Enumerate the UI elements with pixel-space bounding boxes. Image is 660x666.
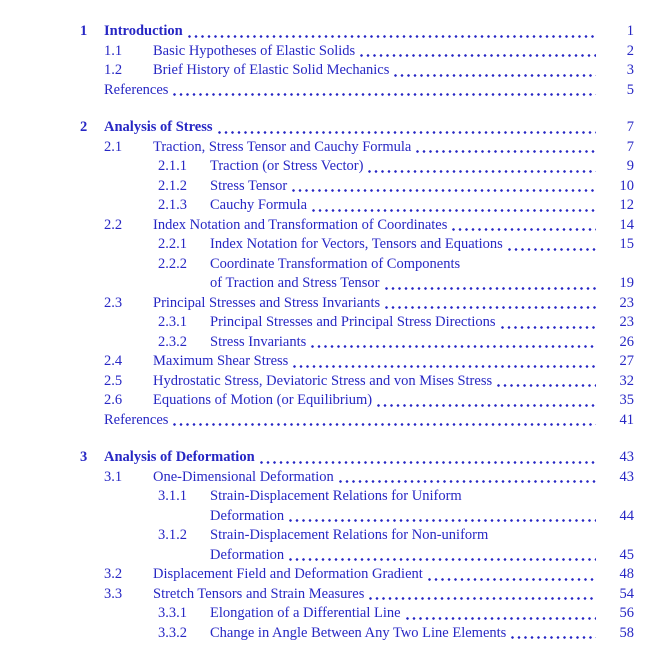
entry-page: 1: [626, 23, 634, 39]
entry-title: Stress Invariants: [210, 333, 307, 350]
dot-leader: [416, 150, 596, 153]
dot-leader: [511, 636, 596, 639]
entry-title: Traction, Stress Tensor and Cauchy Formula: [153, 138, 412, 155]
entry-page: 41: [619, 411, 634, 428]
entry-number: 2.5: [104, 372, 123, 389]
dot-leader: [260, 461, 596, 464]
dot-leader: [385, 287, 597, 290]
entry-number: 2.2.1: [158, 236, 187, 252]
entry-number: 3.1: [104, 468, 123, 485]
dot-leader: [360, 54, 596, 57]
toc-chapter-entry[interactable]: [0, 22, 634, 42]
dot-leader: [501, 326, 596, 329]
dot-leader: [173, 423, 596, 426]
toc-entry[interactable]: [0, 81, 634, 101]
entry-number: 3.1.1: [158, 488, 187, 504]
entry-title: References: [104, 411, 169, 428]
entry-number: 2.1.2: [158, 177, 187, 194]
entry-title: Maximum Shear Stress: [153, 353, 289, 369]
entry-title: Elongation of a Differential Line: [210, 605, 401, 621]
entry-page: 10: [619, 177, 634, 194]
entry-title: References: [104, 81, 169, 98]
dot-leader: [311, 345, 596, 348]
entry-page: 35: [619, 392, 634, 408]
entry-page: 44: [619, 507, 634, 524]
entry-number: 3.3.1: [158, 605, 187, 621]
dot-leader: [339, 480, 596, 483]
toc-entry[interactable]: [0, 352, 634, 372]
entry-title: Deformation: [210, 546, 285, 563]
toc-entry[interactable]: [0, 585, 634, 605]
entry-number: 3: [80, 449, 88, 465]
dot-leader: [406, 617, 596, 620]
dot-leader: [508, 248, 596, 251]
toc-chapter-entry[interactable]: [0, 118, 634, 138]
dot-leader: [368, 170, 596, 173]
entry-page: 32: [619, 372, 634, 389]
toc-entry-continuation[interactable]: [0, 546, 634, 566]
toc-entry[interactable]: [0, 411, 634, 431]
dot-leader: [428, 578, 596, 581]
entry-number: 2.1.3: [158, 197, 187, 213]
toc-entry[interactable]: [0, 565, 634, 585]
toc-entry-continuation[interactable]: [0, 507, 634, 527]
entry-page: 2: [626, 42, 634, 59]
toc-entry[interactable]: [0, 604, 634, 624]
entry-number: 2.3: [104, 294, 123, 311]
entry-page: 23: [619, 314, 634, 330]
toc-entry[interactable]: [0, 42, 634, 62]
entry-title: Index Notation and Transformation of Coordinates: [153, 216, 448, 233]
toc-entry[interactable]: [0, 391, 634, 411]
entry-title: One-Dimensional Deformation: [153, 468, 334, 485]
toc-chapter-entry[interactable]: [0, 448, 634, 468]
entry-page: 23: [619, 294, 634, 311]
entry-title: Hydrostatic Stress, Deviatoric Stress and von Mises Stress: [153, 372, 493, 389]
dot-leader: [289, 519, 596, 522]
chapter-block: [0, 22, 634, 100]
entry-title: of Traction and Stress Tensor: [210, 275, 380, 291]
entry-number: 3.1.2: [158, 527, 187, 543]
entry-number: 2.1: [104, 138, 123, 155]
entry-title: Coordinate Transformation of Components: [210, 255, 461, 272]
chapter-block: [0, 448, 634, 643]
entry-page: 43: [619, 468, 634, 485]
toc-entry[interactable]: [0, 313, 634, 333]
toc-entry[interactable]: [0, 294, 634, 314]
entry-title: Displacement Field and Deformation Gradient: [153, 566, 423, 582]
entry-page: 54: [619, 585, 634, 602]
toc-entry[interactable]: [0, 177, 634, 197]
entry-number: 2.3.2: [158, 333, 187, 350]
entry-page: 45: [619, 546, 634, 563]
entry-page: 58: [619, 624, 634, 641]
entry-page: 14: [619, 216, 634, 233]
entry-title: Stretch Tensors and Strain Measures: [153, 585, 365, 602]
dot-leader: [312, 209, 596, 212]
entry-page: 43: [619, 449, 634, 465]
entry-number: 2.4: [104, 353, 123, 369]
entry-page: 9: [626, 158, 634, 174]
dot-leader: [292, 189, 596, 192]
entry-title: Change in Angle Between Any Two Line Elements: [210, 624, 507, 641]
dot-leader: [173, 93, 596, 96]
dot-leader: [188, 35, 596, 38]
toc-entry[interactable]: [0, 333, 634, 353]
entry-title: Principal Stresses and Stress Invariants: [153, 294, 381, 311]
dot-leader: [385, 306, 596, 309]
entry-title: Analysis of Stress: [104, 119, 213, 135]
entry-title: Index Notation for Vectors, Tensors and Equations: [210, 236, 503, 252]
toc-entry[interactable]: [0, 138, 634, 158]
entry-number: 2.6: [104, 392, 123, 408]
entry-number: 2.2: [104, 216, 123, 233]
entry-number: 2.1.1: [158, 158, 187, 174]
entry-number: 3.3.2: [158, 624, 187, 641]
dot-leader: [369, 597, 596, 600]
entry-title: Principal Stresses and Principal Stress Directions: [210, 314, 496, 330]
entry-page: 56: [619, 605, 634, 621]
entry-title: Stress Tensor: [210, 177, 288, 194]
toc-entry-continuation[interactable]: [0, 274, 634, 294]
entry-title: Strain-Displacement Relations for Non-uniform: [210, 527, 489, 543]
toc-entry[interactable]: [0, 61, 634, 81]
entry-page: 26: [619, 333, 634, 350]
toc-entry[interactable]: [0, 216, 634, 236]
entry-page: 7: [626, 119, 634, 135]
dot-leader: [293, 365, 596, 368]
entry-page: 19: [619, 275, 634, 291]
entry-title: Traction (or Stress Vector): [210, 158, 364, 174]
entry-number: 1.2: [104, 62, 123, 78]
entry-page: 48: [619, 566, 634, 582]
toc-entry[interactable]: [0, 624, 634, 644]
entry-title: Basic Hypotheses of Elastic Solids: [153, 42, 356, 59]
entry-page: 15: [619, 236, 634, 252]
dot-leader: [218, 131, 597, 134]
toc-entry[interactable]: [0, 196, 634, 216]
entry-number: 3.3: [104, 585, 123, 602]
dot-leader: [452, 228, 596, 231]
toc-entry[interactable]: [0, 526, 634, 546]
entry-title: Introduction: [104, 23, 183, 39]
chapter-block: [0, 118, 634, 430]
entry-title: Brief History of Elastic Solid Mechanics: [153, 62, 390, 78]
dot-leader: [394, 74, 596, 77]
toc-entry[interactable]: [0, 157, 634, 177]
entry-number: 2: [80, 119, 88, 135]
toc-entry[interactable]: [0, 235, 634, 255]
entry-page: 7: [626, 138, 634, 155]
entry-title: Analysis of Deformation: [104, 449, 255, 465]
entry-page: 12: [619, 197, 634, 213]
dot-leader: [289, 558, 596, 561]
entry-title: Cauchy Formula: [210, 197, 308, 213]
entry-number: 1: [80, 23, 88, 39]
entry-number: 1.1: [104, 42, 123, 59]
toc-entry[interactable]: [0, 468, 634, 488]
toc-entry[interactable]: [0, 372, 634, 392]
entry-page: 3: [626, 62, 634, 78]
entry-number: 3.2: [104, 566, 123, 582]
entry-page: 27: [619, 353, 634, 369]
toc-entry[interactable]: [0, 255, 634, 275]
entry-title: Equations of Motion (or Equilibrium): [153, 392, 373, 408]
entry-title: Strain-Displacement Relations for Uniform: [210, 488, 462, 504]
entry-number: 2.3.1: [158, 314, 187, 330]
dot-leader: [377, 404, 596, 407]
entry-number: 2.2.2: [158, 255, 187, 272]
entry-title: Deformation: [210, 507, 285, 524]
toc-entry[interactable]: [0, 487, 634, 507]
entry-page: 5: [626, 81, 634, 98]
dot-leader: [497, 384, 596, 387]
